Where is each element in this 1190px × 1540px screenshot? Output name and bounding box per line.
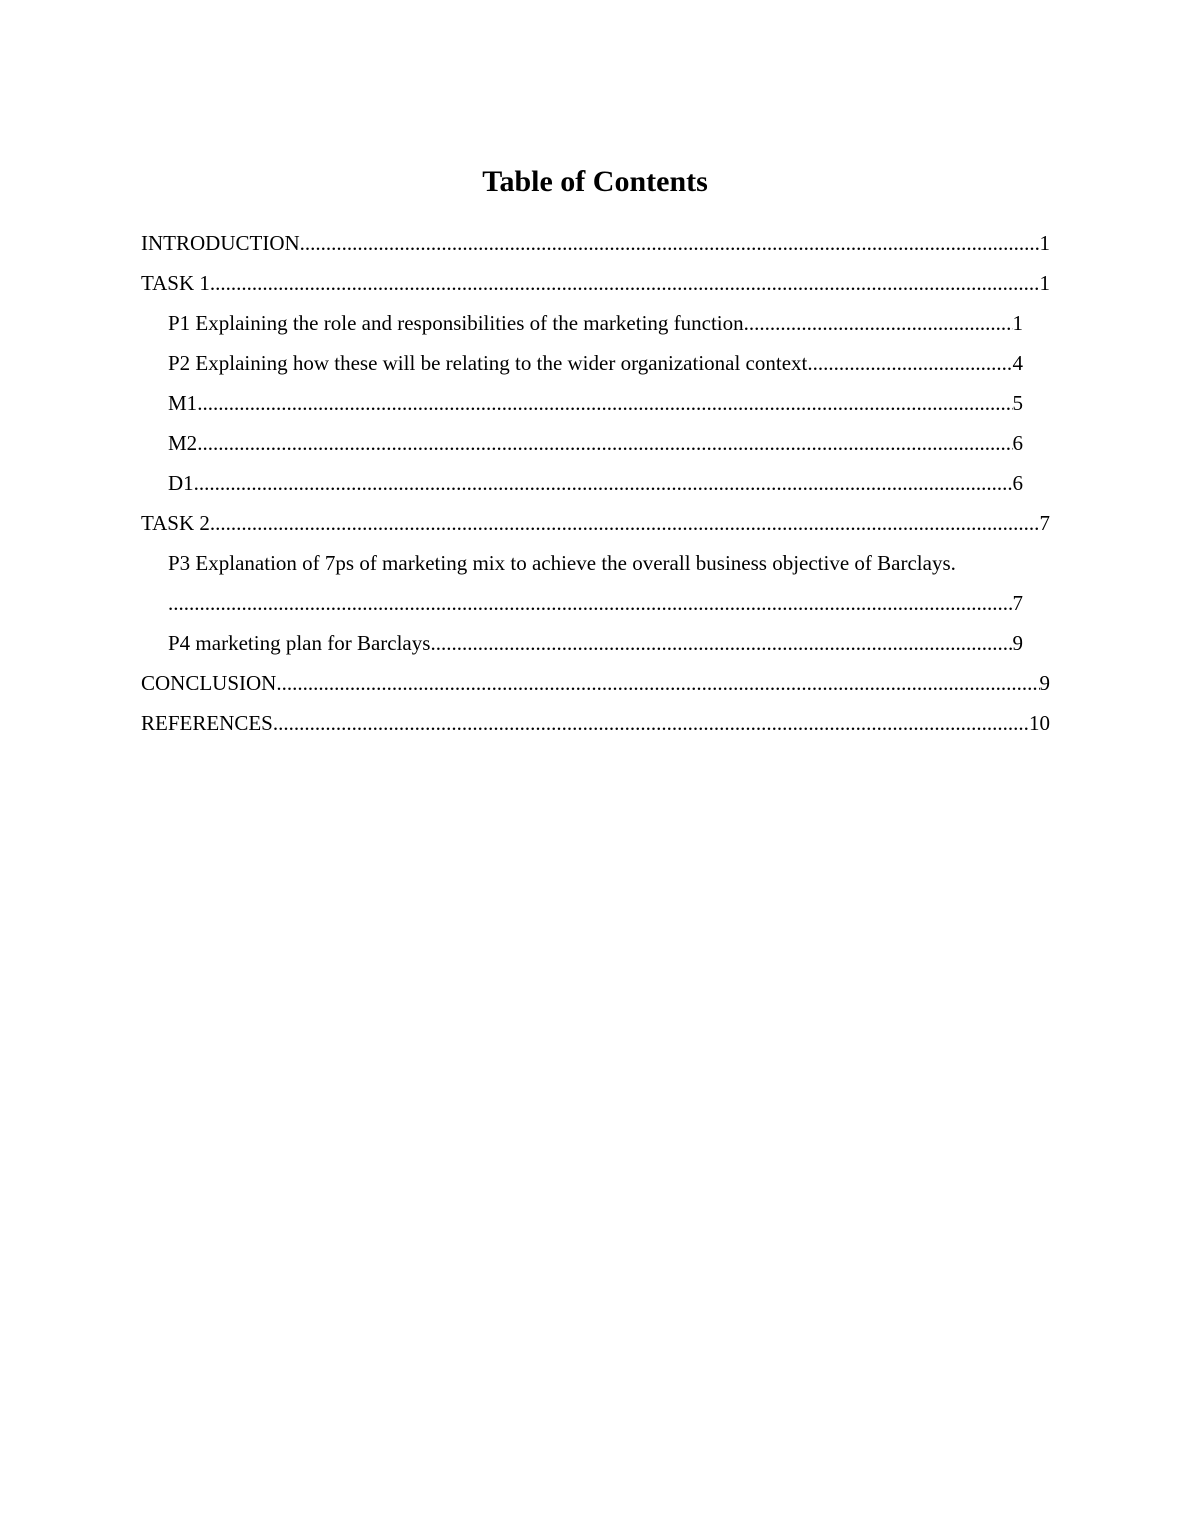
toc-entry-label: M2 bbox=[168, 431, 198, 455]
toc-entry-label: P1 Explaining the role and responsibilities of the marketing function bbox=[168, 311, 744, 335]
dot-leader bbox=[807, 343, 1012, 383]
toc-entry-label: CONCLUSION bbox=[141, 671, 277, 695]
dot-leader bbox=[300, 223, 1040, 263]
dot-leader bbox=[273, 703, 1029, 743]
toc-entry-p2[interactable] bbox=[168, 343, 1023, 383]
toc-entry-label: INTRODUCTION bbox=[141, 231, 300, 255]
toc-entry-references[interactable] bbox=[141, 703, 1050, 743]
toc-page-number: 1 bbox=[1039, 231, 1050, 255]
toc-entry-p3-label[interactable]: P3 Explanation of 7ps of marketing mix to achieve the overall business objective of Barclays. bbox=[168, 551, 956, 575]
dot-leader bbox=[197, 423, 1012, 463]
toc-page-number: 1 bbox=[1012, 311, 1023, 335]
dot-leader bbox=[210, 503, 1040, 543]
toc-entry-task-2[interactable] bbox=[141, 503, 1050, 543]
toc-entry-label: REFERENCES bbox=[141, 711, 273, 735]
toc-page-number: 10 bbox=[1029, 711, 1050, 735]
dot-leader bbox=[197, 383, 1012, 423]
toc-entry-m2[interactable] bbox=[168, 423, 1023, 463]
dot-leader bbox=[276, 663, 1039, 703]
toc-page-number: 5 bbox=[1012, 391, 1023, 415]
dot-leader bbox=[168, 583, 1013, 623]
toc-entry-task-1[interactable] bbox=[141, 263, 1050, 303]
toc-page-number: 7 bbox=[1039, 511, 1050, 535]
toc-page-number: 6 bbox=[1012, 431, 1023, 455]
toc-title: Table of Contents bbox=[482, 165, 708, 198]
toc-page-number: 9 bbox=[1012, 631, 1023, 655]
toc-entry-label: P4 marketing plan for Barclays bbox=[168, 631, 431, 655]
toc-entry-introduction[interactable] bbox=[141, 223, 1050, 263]
toc-entry-label: M1 bbox=[168, 391, 198, 415]
toc-page-number: 1 bbox=[1039, 271, 1050, 295]
toc-entry-p1[interactable] bbox=[168, 303, 1023, 343]
toc-entry-label: TASK 2 bbox=[141, 511, 210, 535]
toc-entry-label: TASK 1 bbox=[141, 271, 210, 295]
toc-page-number: 7 bbox=[1012, 591, 1023, 615]
dot-leader bbox=[430, 623, 1012, 663]
toc-entry-d1[interactable] bbox=[168, 463, 1023, 503]
dot-leader bbox=[744, 303, 1013, 343]
dot-leader bbox=[210, 263, 1040, 303]
toc-entry-conclusion[interactable] bbox=[141, 663, 1050, 703]
toc-page-number: 9 bbox=[1039, 671, 1050, 695]
dot-leader bbox=[194, 463, 1013, 503]
toc-entry-m1[interactable] bbox=[168, 383, 1023, 423]
toc-page-number: 6 bbox=[1012, 471, 1023, 495]
toc-page-number: 4 bbox=[1012, 351, 1023, 375]
toc-entry-p3[interactable] bbox=[168, 583, 1023, 623]
toc-entry-label: D1 bbox=[168, 471, 194, 495]
toc-entry-p4[interactable] bbox=[168, 623, 1023, 663]
toc-entry-label: P2 Explaining how these will be relating to the wider organizational context bbox=[168, 351, 808, 375]
